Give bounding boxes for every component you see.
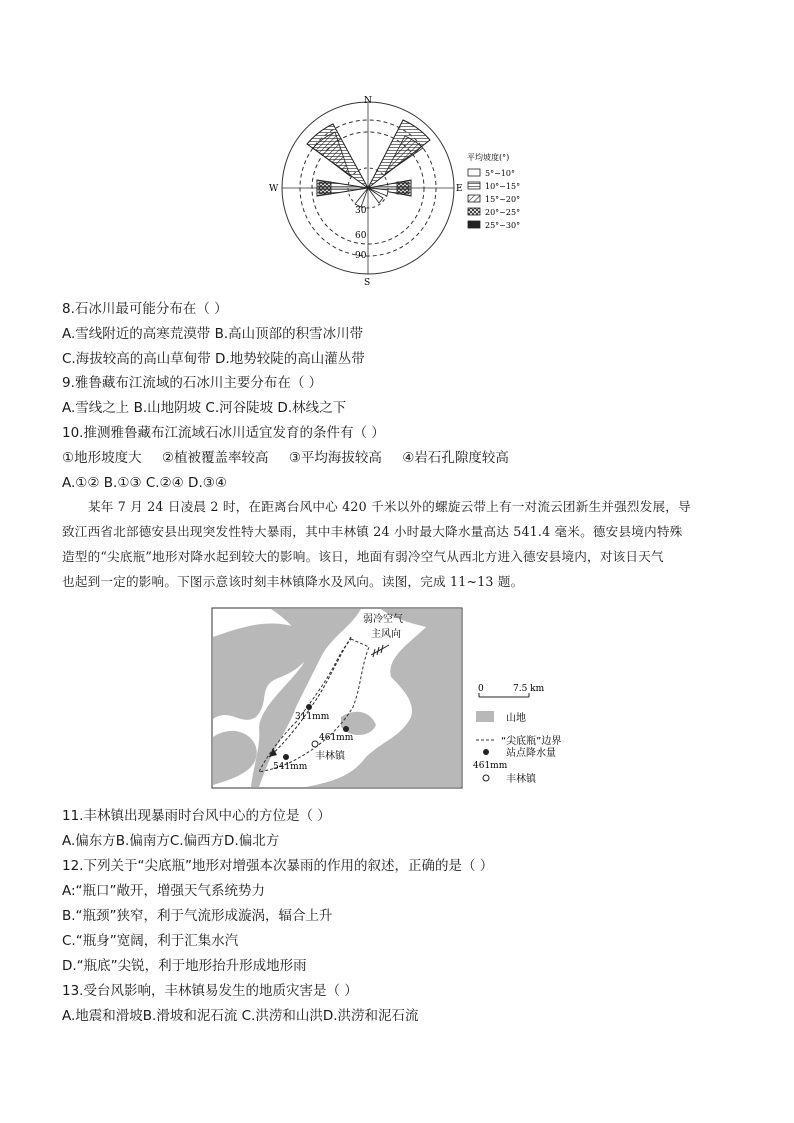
legend-mountain: 山地 <box>506 713 526 724</box>
east-label: E <box>456 184 463 194</box>
q12-stem: 12.下列关于“尖底瓶”地形对增强本次暴雨的作用的叙述，正确的是（ ） <box>62 858 494 874</box>
north-label: N <box>364 96 372 106</box>
q8-stem: 8.石冰川最可能分布在（ ） <box>62 301 228 317</box>
q8-options-ab: A.雪线附近的高寒荒漠带 B.高山顶部的积雪冰川带 <box>62 326 364 342</box>
q10-options: A.①② B.①③ C.②④ D.③④ <box>62 475 227 491</box>
q11-options: A.偏东方B.偏南方C.偏西方D.偏北方 <box>62 833 280 849</box>
q10-item-4: ④岩石孔隙度较高 <box>402 450 509 466</box>
q10-item-2: ②植被覆盖率较高 <box>161 450 269 466</box>
q11-stem: 11.丰林镇出现暴雨时台风中心的方位是（ ） <box>62 808 331 824</box>
q12-option-d: D.“瓶底”尖锐，利于地形抬升形成地形雨 <box>62 958 307 974</box>
passage-line-2: 致江西省北部德安县出现突发性特大暴雨，其中丰林镇 24 小时最大降水量高达 541.4 毫米。德安县境内特殊 <box>62 524 683 539</box>
q10-stem: 10.推测雅鲁藏布江流域石冰川适宜发育的条件有（ ） <box>62 425 385 441</box>
q12-option-a: A:“瓶口”敞开，增强天气系统势力 <box>62 883 266 899</box>
q10-item-3: ③平均海拔较高 <box>288 450 382 466</box>
passage-line-1: 某年 7 月 24 日凌晨 2 时，在距离台风中心 420 千米以外的螺旋云带上有一对流云团新生并强烈发展，导 <box>88 499 691 514</box>
main-wind-label: 主风向 <box>371 629 401 640</box>
passage-line-3: 造型的“尖底瓶”地形对降水起到较大的影响。该日，地面有弱冷空气从西北方进入德安县境内，对该日天气 <box>62 549 664 564</box>
legend-5-10: 5°~10° <box>485 169 515 178</box>
slope-rose-diagram <box>255 92 545 287</box>
ring-label-90: 90 <box>355 251 367 261</box>
scale-zero: 0 <box>478 684 484 694</box>
q12-option-c: C.“瓶身”宽阔，利于汇集水汽 <box>62 933 239 949</box>
west-label: W <box>269 184 279 194</box>
legend-20-25: 20°~25° <box>485 208 521 217</box>
south-label: S <box>364 278 371 287</box>
station-541mm: 541mm <box>273 762 308 772</box>
q10-item-1: ①地形坡度大 <box>62 450 142 466</box>
q13-stem: 13.受台风影响，丰林镇易发生的地质灾害是（ ） <box>62 983 358 999</box>
ring-label-60: 60 <box>355 231 367 241</box>
legend-25-30: 25°~30° <box>485 221 521 230</box>
ring-label-30: 30 <box>355 206 367 216</box>
q9-options: A.雪线之上 B.山地阴坡 C.河谷陡坡 D.林线之下 <box>62 400 347 416</box>
q13-options: A.地震和滑坡B.滑坡和泥石流 C.洪涝和山洪D.洪涝和泥石流 <box>62 1008 419 1024</box>
cold-air-label: 弱冷空气 <box>363 614 403 625</box>
q12-option-b: B.“瓶颈”狭窄，利于气流形成漩涡，辐合上升 <box>62 908 333 924</box>
legend-title: 平均坡度(°) <box>467 153 510 162</box>
scale-label: 7.5 km <box>513 684 545 694</box>
legend-10-15: 10°~15° <box>485 182 521 191</box>
q9-stem: 9.雅鲁藏布江流域的石冰川主要分布在（ ） <box>62 375 323 391</box>
q8-options-cd: C.海拔较高的高山草甸带 D.地势较陡的高山灌丛带 <box>62 351 365 367</box>
reading-passage <box>62 494 738 594</box>
fenglin-town-map <box>211 607 591 791</box>
town-label: 丰林镇 <box>315 751 345 762</box>
station-311mm: 311mm <box>295 712 330 722</box>
legend-station: 站点降水量 <box>506 748 556 759</box>
station-461mm: 461mm <box>319 733 354 743</box>
legend-station-value: 461mm <box>473 761 508 771</box>
q10-items <box>62 449 525 467</box>
legend-town: 丰林镇 <box>506 774 536 785</box>
legend-15-20: 15°~20° <box>485 195 521 204</box>
legend-border: “尖底瓶”边界 <box>501 736 562 747</box>
passage-line-4: 也起到一定的影响。下图示意该时刻丰林镇降水及风向。读图，完成 11~13 题。 <box>62 574 524 589</box>
